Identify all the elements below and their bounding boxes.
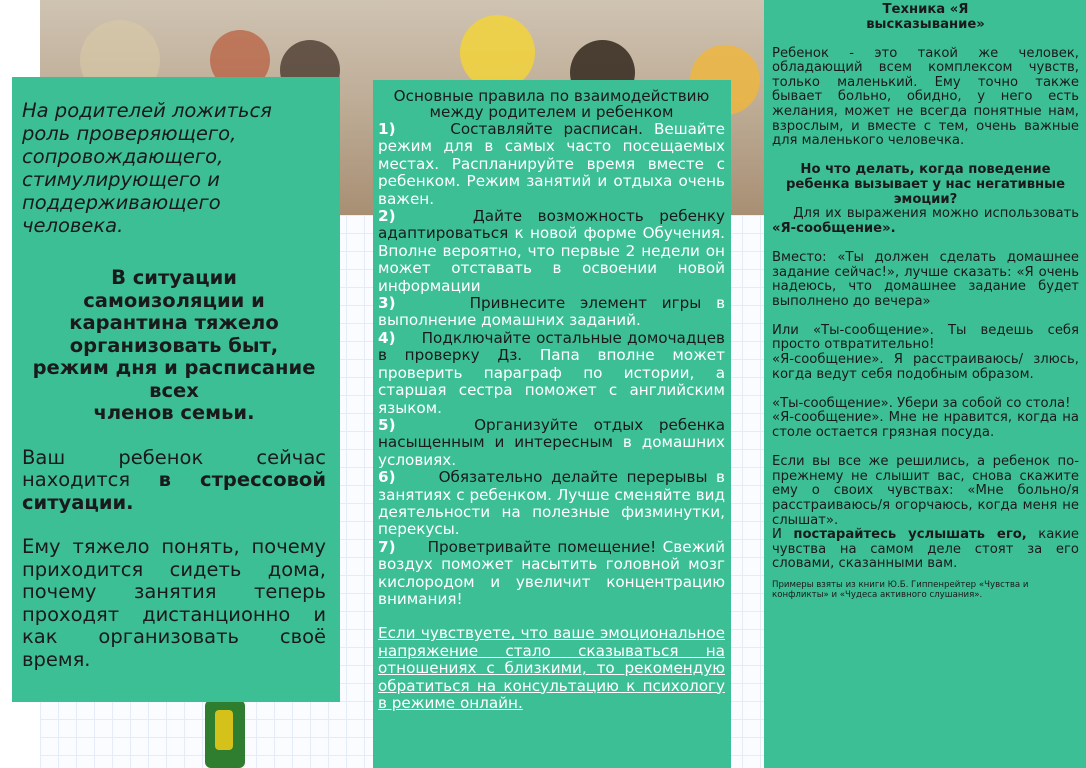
left-intro-text: На родителей ложиться роль проверяющего, сопровождающего, стимулирующего и поддерживающего человека. [22,99,272,237]
right-panel [764,0,1086,768]
decorative-toy [205,700,245,768]
left-stress-text: Ваш ребенок сейчас находится в стрессовой ситуации. [22,445,326,514]
final-advice: Если вы все же решились, а ребенок по-прежнему не слышит вас, снова скажите ему о своих чувствах: «Мне больно/я расстраиваюсь/я огорчаюсь, когда меня не слышат». [772,454,1079,528]
source-note: Примеры взяты из книги Ю.Б. Гиппенрейтер «Чувства и конфликты» и «Чудеса активного слушания». [772,579,1029,600]
example-three-i: «Я-сообщение». Мне не нравится, когда на столе остается грязная посуда. [772,410,1079,441]
example-two-i: «Я-сообщение». Я расстраиваюсь/ злюсь, когда ведут себя подобным образом. [772,352,1079,382]
rules-title: Основные правила по взаимодействию между родителем и ребенком [393,87,710,121]
technique-title: Техника «Я высказывание» [866,2,985,32]
example-one: Вместо: «Ты должен сделать домашнее задание сейчас!», лучше сказать: «Я очень надеюсь, что домашнее задание будет выполнено до вечера» [772,249,1079,309]
psychologist-advice: Если чувствуете, что ваше эмоциональное напряжение стало сказываться на отношениях с близкими, то рекомендую обратиться на консультацию к психологу в режиме онлайн. [378,624,725,712]
rule-item: 7) Проветривайте помещение! Свежий воздух поможет насытить головной мозг кислородом и увеличит концентрацию внимания! [378,537,726,608]
rule-item: 5) Организуйте отдых ребенка насыщенным и интересным в домашних условиях. [378,415,726,469]
rule-item: 6) Обязательно делайте перерывы в занятиях с ребенком. Лучше сменяйте вид деятельности на полезные физминутки, перекусы. [378,468,726,539]
left-hard-text: Ему тяжело понять, почему приходится сидеть дома, почему занятия теперь проходят дистанционно и как организовать своё время. [22,535,326,671]
left-bold-statement: В ситуации самоизоляции и карантина тяжело организовать быт, режим дня и расписание всех членов семьи. [32,266,316,424]
i-message-usage: Для их выражения можно использовать «Я-сообщение». [772,206,1079,236]
middle-panel [373,80,731,768]
question-heading: Но что делать, когда поведение ребенка вызывает у нас негативные эмоции? [785,162,1066,207]
rule-item: 4) Подключайте остальные домочадцев в проверку Дз. Папа вполне может проверить параграф по истории, а старшая сестра поможет с английским языком. [378,328,725,417]
rule-item: 3) Привнесите элемент игры в выполнение домашних заданий. [378,294,726,330]
example-two-you: Или «Ты-сообщение». Ты ведешь себя просто отвратительно! [772,322,1079,353]
technique-intro: Ребенок - это такой же человек, обладающий всем комплексом чувств, только маленький. Ему точно также бывает больно, обидно, у него есть желания, может не всегда понятные нам, взрослым, и вместе с тем, очень важные для маленького человечка. [772,45,1079,149]
rule-item: 1) Составляйте расписан. Вешайте режим для в самых часто посещаемых местах. Распланируйте время вместе с ребенком. Режим занятий и отдыха очень важен. [378,120,725,208]
try-to-hear: И постарайтесь услышать его, какие чувства на самом деле стоят за его словами, сказанными вам. [772,527,1080,572]
left-panel [12,77,340,702]
rule-item: 2) Дайте возможность ребенку адаптироваться к новой форме Обучения. Вполне вероятно, что первые 2 недели он может отставать в освоении новой информации [378,207,725,295]
example-three-you: «Ты-сообщение». Убери за собой со стола! [772,395,1071,411]
